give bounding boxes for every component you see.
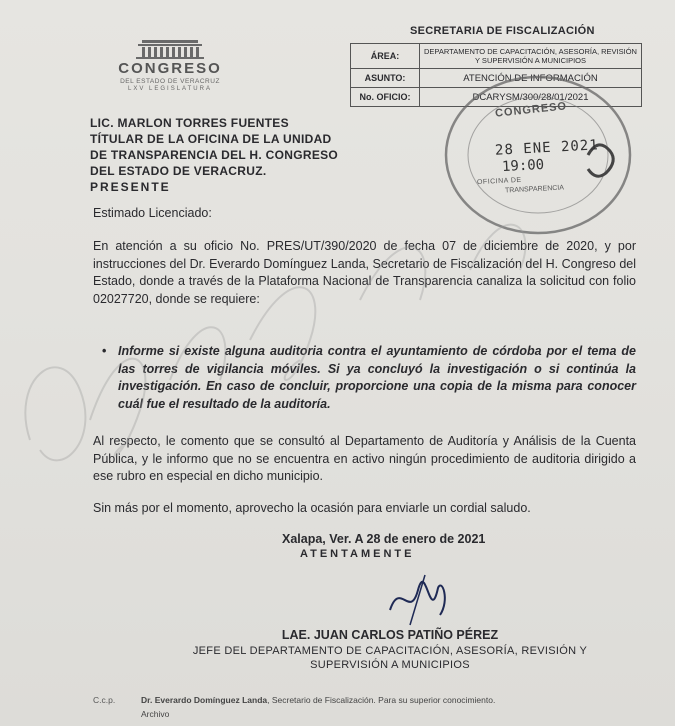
body-paragraph-2: Al respecto, le comento que se consultó al Departamento de Auditoría y Análisis de la Cuenta Pública, y le informo que no se encuentra en activo ningún procedimiento de auditoria dirigido a ese rubro en especial en dicho municipio. (93, 434, 636, 484)
ccp-label: C.c.p. (93, 695, 116, 705)
request-bullet (102, 343, 636, 413)
bullet-icon: • (102, 344, 107, 358)
request-text: Informe si existe alguna auditoria contra el ayuntamiento de córdoba por el tema de las torres de vigilancia móviles. Si ya concluyó la investigación o si continúa la investigación. En caso de concluir, proporcione una copia de la misma para conocer cuál fue el resultado de la auditoría. (118, 344, 636, 411)
addressee-title-3: DEL ESTADO DE VERACRUZ. (90, 164, 267, 178)
ccp-name: Dr. Everardo Domínguez Landa (141, 695, 268, 705)
stamp-time: 19:00 (501, 156, 545, 176)
addressee-name: LIC. MARLON TORRES FUENTES (90, 116, 289, 130)
ccp-text (141, 695, 495, 705)
addressee-block (90, 115, 338, 195)
oficio-key: No. OFICIO: (351, 88, 420, 107)
ccp-archivo: Archivo (141, 709, 170, 719)
asunto-value: ATENCIÓN DE INFORMACIÓN (420, 69, 642, 88)
oficio-value: DCARYSM/300/28/01/2021 (420, 88, 642, 107)
stamp-office-name: TRANSPARENCIA (504, 184, 565, 195)
stamp-date: 28 ENE 2021 (494, 137, 600, 159)
ccp-rest: , Secretario de Fiscalización. Para su superior conocimiento. (267, 695, 496, 705)
stamp-office: OFICINA DE (476, 176, 522, 187)
area-value: DEPARTAMENTO DE CAPACITACIÓN, ASESORÍA, REVISIÓN Y SUPERVISIÓN A MUNICIPIOS (420, 44, 642, 69)
logo-subtitle: DEL ESTADO DE VERACRUZ (120, 78, 220, 85)
greeting: Estimado Licenciado: (93, 206, 212, 220)
addressee-title-2: DE TRANSPARENCIA DEL H. CONGRESO (90, 148, 339, 162)
handwritten-signature (380, 570, 460, 630)
signatory-name: LAE. JUAN CARLOS PATIÑO PÉREZ (281, 628, 499, 642)
logo-legislature: LXV LEGISLATURA (128, 86, 212, 92)
closing-date: Xalapa, Ver. A 28 de enero de 2021 (282, 532, 486, 546)
body-paragraph-1: En atención a su oficio No. PRES/UT/390/2020 de fecha 07 de diciembre de 2020, y por instrucciones del Dr. Everardo Domínguez Landa, Secretario de Fiscalización del H. Congreso del Estado, donde a través de la Plataforma Nacional de Transparencia canaliza la solicitud con folio 02027720, donde se requiere: (93, 239, 636, 306)
closing-atentamente: ATENTAMENTE (300, 548, 415, 560)
addressee-title-1: TÍTULAR DE LA OFICINA DE LA UNIDAD (90, 132, 332, 146)
signatory-title-1: JEFE DEL DEPARTAMENTO DE CAPACITACIÓN, ASESORÍA, REVISIÓN Y (192, 645, 588, 657)
body-paragraph-3: Sin más por el momento, aprovecho la ocasión para enviarle un cordial saludo. (93, 501, 531, 515)
area-key: ÁREA: (351, 44, 420, 69)
asunto-key: ASUNTO: (351, 69, 420, 88)
signatory-title-2: SUPERVISIÓN A MUNICIPIOS (310, 659, 470, 671)
addressee-presente: PRESENTE (90, 180, 171, 194)
secretaria-heading: SECRETARIA DE FISCALIZACIÓN (410, 25, 595, 37)
header-row-area (351, 44, 642, 69)
stamp-title: CONGRESO (494, 100, 568, 120)
logo-title: CONGRESO (118, 60, 222, 77)
